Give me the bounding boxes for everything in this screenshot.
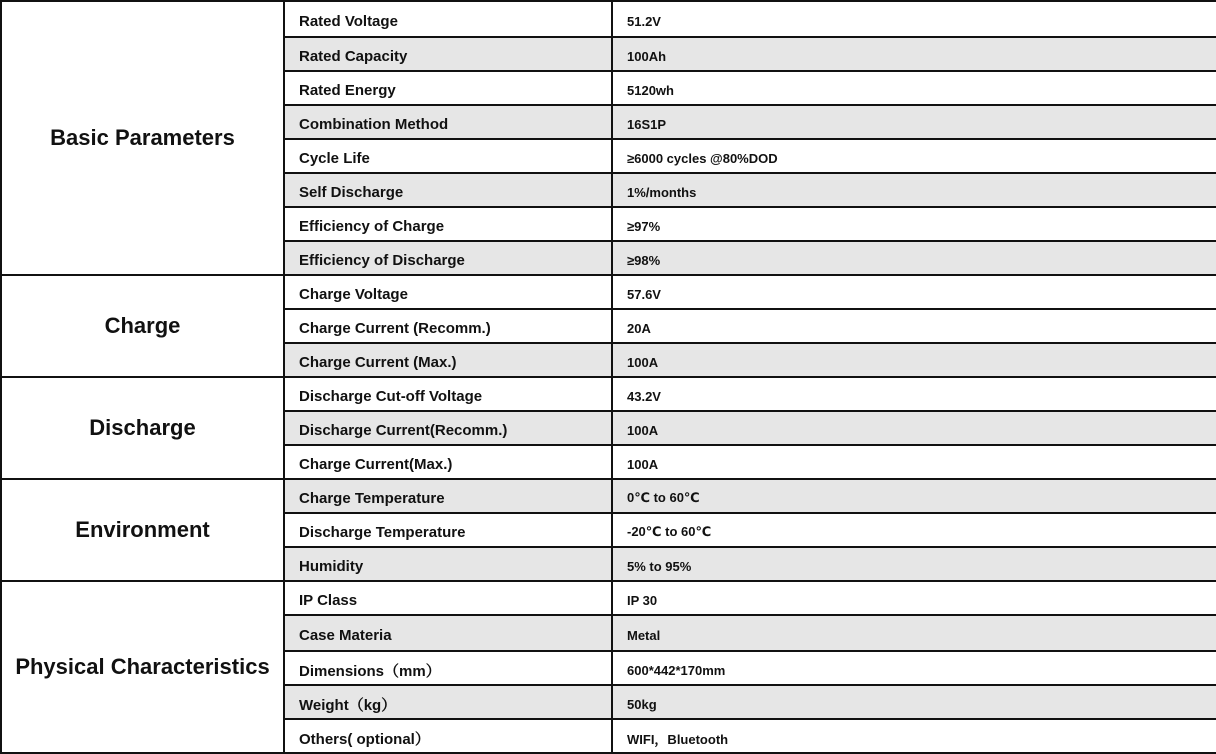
param-label: Charge Temperature [284,479,612,513]
param-label: Discharge Cut-off Voltage [284,377,612,411]
section-title: Basic Parameters [1,1,284,275]
param-value: 57.6V [612,275,1216,309]
param-label: Discharge Temperature [284,513,612,547]
param-value: 0℃ to 60℃ [612,479,1216,513]
param-label: Rated Capacity [284,37,612,71]
param-value: 16S1P [612,105,1216,139]
param-value: WIFI，Bluetooth [612,719,1216,753]
param-value: IP 30 [612,581,1216,615]
param-label: Combination Method [284,105,612,139]
section-title: Charge [1,275,284,377]
param-label: Weight（kg） [284,685,612,719]
param-label: Charge Current (Recomm.) [284,309,612,343]
param-value: 100A [612,445,1216,479]
section-title: Environment [1,479,284,581]
param-value: 43.2V [612,377,1216,411]
param-label: Rated Voltage [284,1,612,37]
param-label: Charge Current(Max.) [284,445,612,479]
param-label: Charge Current (Max.) [284,343,612,377]
param-label: Charge Voltage [284,275,612,309]
param-value: Metal [612,615,1216,651]
param-value: 100A [612,411,1216,445]
param-value: ≥98% [612,241,1216,275]
param-label: Others( optional） [284,719,612,753]
param-value: 51.2V [612,1,1216,37]
section-title: Physical Characteristics [1,581,284,753]
param-value: 5120wh [612,71,1216,105]
section-title: Discharge [1,377,284,479]
table-row [1,1,1216,37]
param-value: 100Ah [612,37,1216,71]
param-value: 100A [612,343,1216,377]
param-label: Case Materia [284,615,612,651]
param-label: Dimensions（mm） [284,651,612,685]
param-value: 600*442*170mm [612,651,1216,685]
table-row [1,377,1216,411]
param-label: Rated Energy [284,71,612,105]
param-value: 5% to 95% [612,547,1216,581]
param-value: ≥97% [612,207,1216,241]
param-label: Efficiency of Discharge [284,241,612,275]
param-value: 1%/months [612,173,1216,207]
table-row [1,581,1216,615]
param-label: IP Class [284,581,612,615]
param-label: Efficiency of Charge [284,207,612,241]
param-value: ≥6000 cycles @80%DOD [612,139,1216,173]
param-value: 50kg [612,685,1216,719]
param-label: Discharge Current(Recomm.) [284,411,612,445]
param-value: 20A [612,309,1216,343]
param-label: Self Discharge [284,173,612,207]
param-label: Cycle Life [284,139,612,173]
table-row [1,479,1216,513]
table-row [1,275,1216,309]
param-label: Humidity [284,547,612,581]
param-value: -20℃ to 60℃ [612,513,1216,547]
